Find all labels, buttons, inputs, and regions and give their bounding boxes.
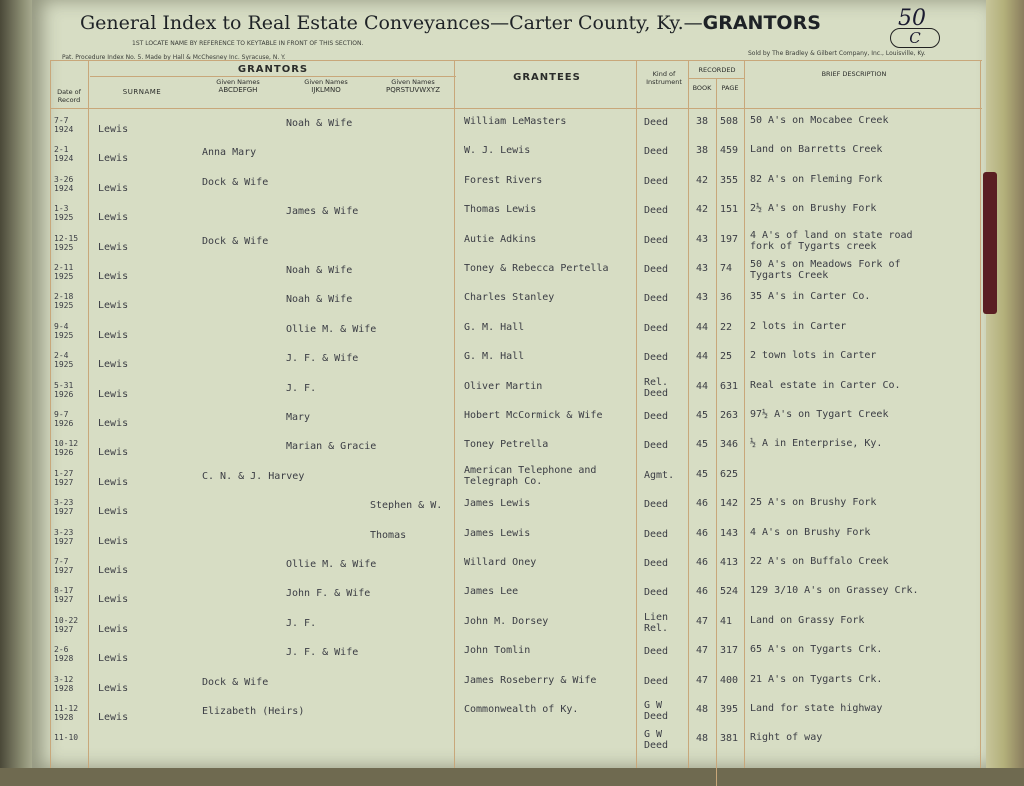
row-book: 43	[696, 263, 709, 274]
row-book: 47	[696, 615, 709, 627]
row-surname: Lewis	[98, 682, 129, 694]
header-grantees: GRANTEES	[513, 72, 581, 83]
row-grantee: Telegraph Co.	[464, 475, 543, 487]
rule-top	[50, 60, 982, 61]
row-grantee: Toney Petrella	[464, 439, 549, 451]
row-book: 38	[696, 116, 709, 127]
row-date: 1925	[54, 272, 74, 281]
row-surname: Lewis	[98, 212, 129, 224]
row-given-name: Marian & Gracie	[286, 441, 377, 453]
col-rule	[744, 60, 745, 768]
page-number: 50	[898, 6, 926, 31]
row-page: 263	[720, 410, 739, 421]
header-kind: Kind of Instrument	[646, 70, 682, 86]
header-given-2: Given Names IJKLMNO	[304, 78, 348, 94]
row-grantee: Hobert McCormick & Wife	[464, 410, 603, 421]
row-surname: Lewis	[98, 241, 129, 253]
rule-header-bottom	[50, 108, 982, 109]
row-page: 142	[720, 498, 739, 510]
section-letter: C	[890, 28, 940, 48]
row-date: 1924	[54, 154, 74, 164]
row-book: 42	[696, 174, 709, 186]
col-rule	[454, 60, 455, 768]
row-book: 45	[696, 439, 709, 451]
row-page: 381	[720, 733, 739, 745]
row-page: 197	[720, 233, 739, 245]
publisher-right: Sold by The Bradley & Gilbert Company, Inc., Louisville, Ky.	[748, 50, 926, 57]
row-grantee: Toney & Rebecca Pertella	[464, 263, 609, 274]
row-kind: Rel.	[644, 376, 669, 388]
row-book: 48	[696, 704, 709, 715]
row-grantee: Willard Oney	[464, 557, 537, 568]
row-page: 346	[720, 439, 739, 451]
row-description: 35 A's in Carter Co.	[750, 291, 871, 303]
title-grantors: GRANTORS	[702, 12, 821, 34]
row-description: 82 A's on Fleming Fork	[750, 173, 883, 185]
row-surname: Lewis	[98, 153, 129, 165]
row-surname: Lewis	[98, 476, 129, 488]
row-date: 1925	[54, 213, 74, 223]
row-surname: Lewis	[98, 623, 129, 635]
row-given-name: J. F. & Wife	[286, 647, 359, 659]
row-kind: Deed	[644, 352, 669, 364]
row-kind: Lien	[644, 611, 669, 623]
row-grantee: Commonwealth of Ky.	[464, 704, 579, 715]
row-surname: Lewis	[98, 329, 129, 341]
row-surname: Lewis	[98, 388, 129, 400]
row-page: 524	[720, 586, 739, 598]
row-date: 3-23	[54, 527, 74, 537]
row-page: 25	[720, 351, 733, 363]
rule-grantors	[90, 76, 456, 77]
row-kind: Deed	[644, 293, 669, 305]
row-grantee: Forest Rivers	[464, 174, 543, 186]
row-surname: Lewis	[98, 300, 129, 312]
row-date: 1926	[54, 448, 74, 458]
row-given-name: Dock & Wife	[202, 176, 269, 188]
row-page: 355	[720, 174, 739, 186]
row-surname: Lewis	[98, 535, 129, 547]
row-date: 1927	[54, 536, 74, 546]
row-given-name: C. N. & J. Harvey	[202, 470, 305, 482]
row-date: 3-23	[54, 498, 74, 508]
row-kind: Deed	[644, 558, 669, 569]
row-surname: Lewis	[98, 271, 129, 282]
row-date: 7-7	[54, 557, 69, 566]
row-surname: Lewis	[98, 124, 129, 135]
row-given-name: Ollie M. & Wife	[286, 323, 377, 335]
row-page: 74	[720, 263, 733, 274]
row-book: 45	[696, 468, 709, 480]
row-description: 21 A's on Tygarts Crk.	[750, 673, 883, 685]
row-kind: G W	[644, 700, 663, 711]
row-kind: Deed	[644, 117, 669, 128]
row-page: 508	[720, 116, 739, 127]
row-page: 459	[720, 145, 739, 157]
row-date: 1927	[54, 566, 74, 575]
row-book: 44	[696, 351, 709, 363]
row-book: 46	[696, 586, 709, 598]
row-description: fork of Tygarts creek	[750, 240, 877, 252]
row-date: 12-15	[54, 233, 79, 243]
row-description: ½ A in Enterprise, Ky.	[750, 438, 883, 450]
row-given-name: Stephen & W.	[370, 500, 443, 512]
row-page: 317	[720, 645, 739, 657]
row-surname: Lewis	[98, 182, 129, 194]
row-grantee: James Lee	[464, 586, 519, 598]
row-page: 413	[720, 557, 739, 568]
row-book: 44	[696, 321, 709, 333]
row-page: 22	[720, 321, 733, 333]
row-grantee: Charles Stanley	[464, 292, 555, 304]
col-rule	[716, 78, 717, 786]
row-page: 631	[720, 380, 739, 392]
row-date: 1927	[54, 595, 74, 605]
row-surname: Lewis	[98, 712, 129, 723]
row-kind: Deed	[644, 387, 669, 399]
title-main: General Index to Real Estate Conveyances—Carter County, Ky.—	[80, 12, 703, 34]
col-rule	[50, 60, 51, 768]
row-kind: Deed	[644, 411, 669, 422]
row-kind: Rel.	[644, 622, 669, 634]
row-date: 7-7	[54, 116, 69, 125]
header-given-3: Given Names PQRSTUVWXYZ	[385, 78, 440, 94]
row-kind: Deed	[644, 528, 669, 540]
row-description: Land for state highway	[750, 703, 883, 714]
index-tab[interactable]	[983, 172, 997, 314]
row-description: 50 A's on Meadows Fork of	[750, 259, 901, 270]
row-given-name: J. F.	[286, 382, 317, 394]
row-description: 65 A's on Tygarts Crk.	[750, 644, 883, 656]
row-kind: Deed	[644, 322, 669, 334]
row-surname: Lewis	[98, 418, 129, 429]
header-book: BOOK	[692, 84, 712, 92]
row-kind: Deed	[644, 646, 669, 658]
row-description: 2 town lots in Carter	[750, 350, 877, 362]
row-date: 1927	[54, 624, 74, 634]
row-given-name: Dock & Wife	[202, 235, 269, 247]
row-surname: Lewis	[98, 594, 129, 606]
header-page: PAGE	[721, 84, 739, 92]
row-page: 41	[720, 615, 733, 627]
header-grantors: GRANTORS	[237, 64, 309, 75]
col-rule	[980, 60, 981, 768]
row-given-name: Elizabeth (Heirs)	[202, 706, 305, 717]
row-description: 50 A's on Mocabee Creek	[750, 115, 889, 126]
row-date: 1925	[54, 301, 74, 311]
row-page: 143	[720, 527, 739, 539]
row-surname: Lewis	[98, 447, 129, 459]
row-date: 1927	[54, 507, 74, 517]
row-book: 46	[696, 557, 709, 568]
col-rule	[636, 60, 637, 768]
row-page: 400	[720, 674, 739, 686]
row-date: 8-17	[54, 586, 74, 596]
col-rule	[688, 60, 689, 768]
row-description: 4 A's on Brushy Fork	[750, 526, 871, 538]
row-grantee: William LeMasters	[464, 116, 567, 127]
row-book: 45	[696, 410, 709, 421]
row-given-name: Thomas	[370, 529, 407, 541]
row-kind: Deed	[644, 675, 669, 687]
row-date: 1928	[54, 654, 74, 664]
row-date: 1928	[54, 713, 74, 722]
row-kind: Deed	[644, 440, 669, 452]
row-description: 4 A's of land on state road	[750, 229, 913, 241]
row-book: 44	[696, 380, 709, 392]
row-surname: Lewis	[98, 359, 129, 371]
row-kind: Agmt.	[644, 469, 675, 481]
row-kind: Deed	[644, 146, 669, 158]
row-book: 47	[696, 645, 709, 657]
row-date: 11-12	[54, 704, 79, 713]
header-given-1: Given Names ABCDEFGH	[216, 78, 260, 94]
row-description: 25 A's on Brushy Fork	[750, 497, 877, 509]
row-grantee: W. J. Lewis	[464, 145, 531, 157]
row-description: 129 3/10 A's on Grassey Crk.	[750, 585, 919, 597]
row-description: 2 lots in Carter	[750, 320, 847, 332]
row-given-name: J. F.	[286, 617, 317, 629]
row-date: 1-27	[54, 468, 74, 478]
row-page: 395	[720, 704, 739, 715]
row-grantee: Thomas Lewis	[464, 204, 537, 216]
row-description: 22 A's on Buffalo Creek	[750, 556, 889, 567]
row-book: 46	[696, 498, 709, 510]
row-book: 46	[696, 527, 709, 539]
row-kind: Deed	[644, 499, 669, 511]
header-recorded: RECORDED	[698, 66, 736, 74]
row-given-name: Dock & Wife	[202, 676, 269, 688]
row-grantee: Oliver Martin	[464, 380, 543, 392]
row-book: 43	[696, 292, 709, 304]
row-book: 38	[696, 145, 709, 157]
book-page-edges	[984, 0, 1024, 768]
row-kind: Deed	[644, 740, 669, 752]
row-given-name: Noah & Wife	[286, 265, 353, 276]
header-surname: SURNAME	[122, 88, 162, 96]
row-grantee: James Lewis	[464, 498, 531, 510]
row-date: 11-10	[54, 733, 79, 743]
row-surname: Lewis	[98, 506, 129, 518]
row-grantee: James Lewis	[464, 527, 531, 539]
row-grantee: G. M. Hall	[464, 351, 525, 363]
row-kind: Deed	[644, 234, 669, 246]
row-description: Real estate in Carter Co.	[750, 379, 901, 391]
row-date: 2-6	[54, 645, 69, 655]
row-kind: Deed	[644, 205, 669, 217]
row-surname: Lewis	[98, 565, 129, 576]
row-date: 1924	[54, 125, 74, 134]
row-date: 2-1	[54, 145, 69, 155]
row-date: 1928	[54, 683, 74, 693]
row-book: 42	[696, 204, 709, 216]
col-rule	[88, 60, 89, 768]
row-date: 1926	[54, 389, 74, 399]
row-date: 2-11	[54, 263, 74, 272]
publisher-left: Pat. Procedure Index No. 5. Made by Hall & McChesney Inc. Syracuse, N. Y.	[62, 54, 286, 61]
row-book: 47	[696, 674, 709, 686]
locate-note: 1ST LOCATE NAME BY REFERENCE TO KEYTABLE IN FRONT OF THIS SECTION.	[132, 40, 364, 47]
row-given-name: Ollie M. & Wife	[286, 559, 377, 570]
row-description: 97½ A's on Tygart Creek	[750, 409, 889, 420]
row-kind: G W	[644, 729, 663, 741]
row-date: 10-12	[54, 439, 79, 449]
row-kind: Deed	[644, 711, 669, 722]
row-grantee: John M. Dorsey	[464, 615, 549, 627]
row-date: 9-7	[54, 410, 69, 419]
row-given-name: James & Wife	[286, 206, 359, 218]
row-date: 9-4	[54, 321, 69, 331]
page-title	[80, 12, 821, 34]
row-given-name: Noah & Wife	[286, 294, 353, 306]
row-grantee: American Telephone and	[464, 464, 597, 476]
row-date: 5-31	[54, 380, 74, 390]
row-book: 43	[696, 233, 709, 245]
row-date: 1926	[54, 419, 74, 428]
row-date: 2-4	[54, 351, 69, 361]
ledger-page	[32, 0, 986, 768]
row-kind: Deed	[644, 264, 669, 275]
row-description: Land on Barretts Creek	[750, 144, 883, 156]
row-date: 1924	[54, 183, 74, 193]
row-date: 3-26	[54, 174, 74, 184]
row-given-name: Anna Mary	[202, 147, 257, 159]
row-grantee: Autie Adkins	[464, 233, 537, 245]
row-description: Land on Grassy Fork	[750, 614, 865, 626]
row-grantee: John Tomlin	[464, 645, 531, 657]
row-page: 625	[720, 468, 739, 480]
row-date: 1927	[54, 477, 74, 487]
row-given-name: J. F. & Wife	[286, 353, 359, 365]
row-date: 10-22	[54, 615, 79, 625]
row-given-name: John F. & Wife	[286, 588, 371, 600]
row-grantee: James Roseberry & Wife	[464, 674, 597, 686]
row-description: 2½ A's on Brushy Fork	[750, 203, 877, 215]
row-surname: Lewis	[98, 653, 129, 665]
row-kind: Deed	[644, 587, 669, 599]
row-grantee: G. M. Hall	[464, 321, 525, 333]
row-given-name: Mary	[286, 412, 311, 423]
row-date: 1925	[54, 360, 74, 370]
row-description: Right of way	[750, 732, 823, 744]
row-given-name: Noah & Wife	[286, 118, 353, 129]
row-kind: Deed	[644, 175, 669, 187]
row-book: 48	[696, 733, 709, 745]
row-date: 1925	[54, 242, 74, 252]
row-page: 36	[720, 292, 733, 304]
row-date: 1925	[54, 330, 74, 340]
header-brief: BRIEF DESCRIPTION	[821, 70, 887, 78]
row-description: Tygarts Creek	[750, 270, 829, 281]
row-date: 1-3	[54, 204, 69, 214]
row-date: 2-18	[54, 292, 74, 302]
row-date: 3-12	[54, 674, 74, 684]
row-page: 151	[720, 204, 739, 216]
header-date: Date of Record	[57, 88, 81, 104]
